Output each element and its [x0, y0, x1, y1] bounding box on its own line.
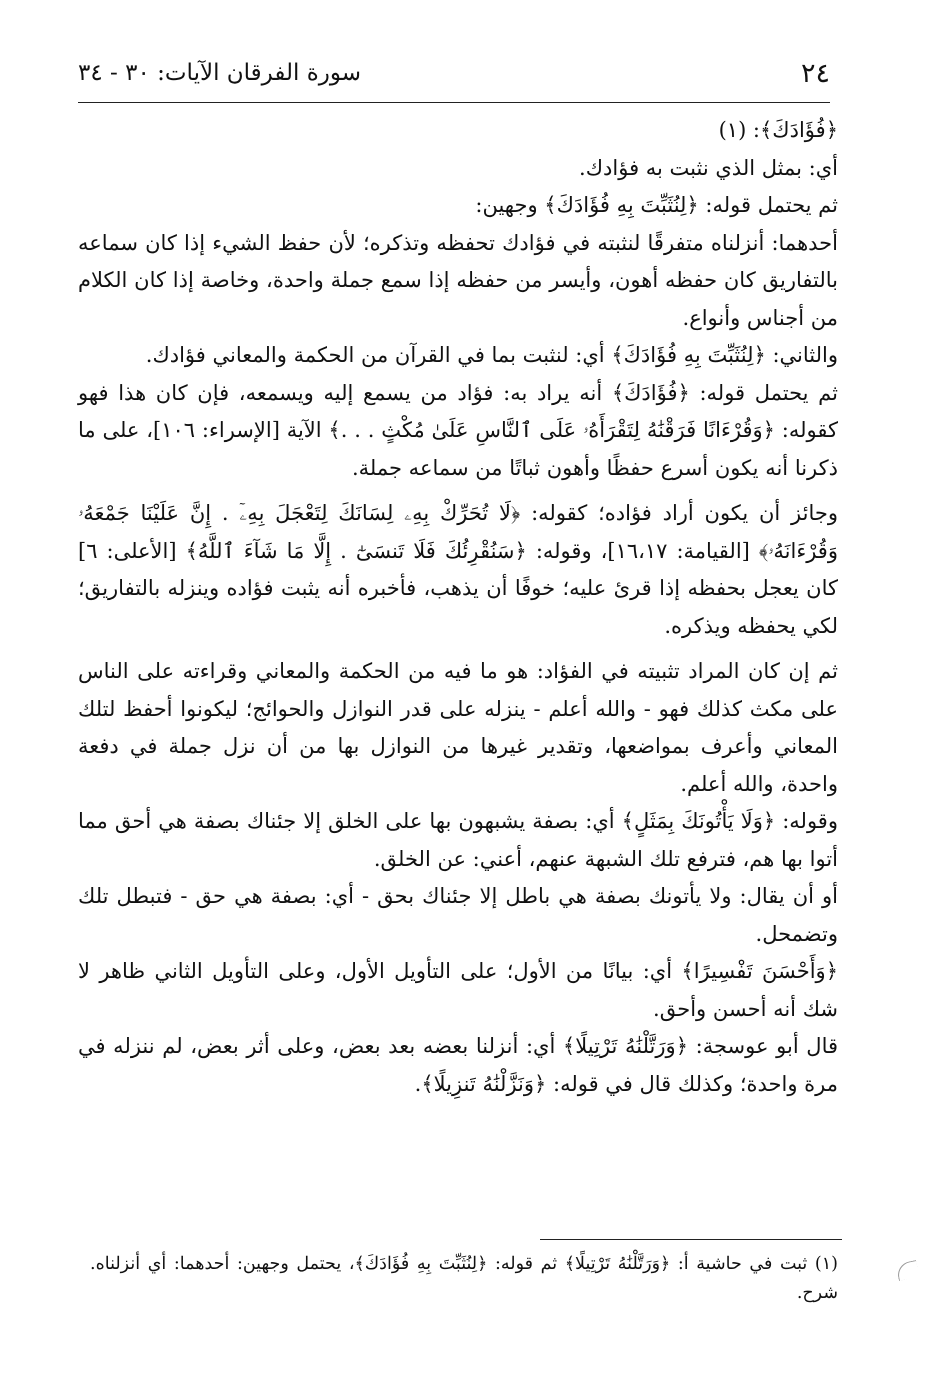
paragraph: والثاني: ﴿لِنُثَبِّتَ بِهِ فُؤَادَكَ﴾ أي: لنثبت بما في القرآن من الحكمة والمعاني فؤادك.: [145, 343, 838, 367]
paragraph: أحدهما: أنزلناه متفرقًا لنثبته في فؤادك تحفظه وتذكره؛ لأن حفظ الشيء إذا كان سماعه بالتفاريق كان حفظه أهون، وأيسر من حفظه إذا سمع جملة واحدة، وخاصة إذا كان الكلام من أجناس وأنواع.: [78, 230, 838, 330]
page-header: [78, 52, 830, 103]
paragraph: أو أن يقال: ولا يأتونك بصفة هي باطل إلا جئناك بحق - أي: بصفة هي حق - فتبطل تلك وتضمحل.: [78, 884, 838, 946]
paragraph: وقوله: ﴿وَلَا يَأْتُونَكَ بِمَثَلٍ﴾ أي: بصفة يشبهون بها على الخلق إلا جئناك بصفة هي أحق مما أتوا بها هم، فترفع تلك الشبهة عنهم، أعني: عن الخلق.: [78, 809, 838, 871]
footnote-separator: [540, 1239, 842, 1240]
paragraph: ثم يحتمل قوله: ﴿فُؤَادَكَ﴾ أنه يراد به: فؤاد من يسمع إليه ويسمعه، فإن كان هذا فهو كقوله: ﴿وَقُرْءَانًا فَرَقْنَٰهُ لِتَقْرَأَهُۥ عَلَى ٱلنَّاسِ عَلَىٰ مُكْثٍ . . .﴾ الآية [الإسراء: ١٠٦]، على ما ذكرنا أنه يكون أسرع حفظًا وأهون ثباتًا من سماعه جملة.: [78, 380, 838, 480]
paragraph: أي: بمثل الذي نثبت به فؤادك.: [579, 155, 838, 180]
main-text: [78, 112, 838, 1103]
running-header-title: سورة الفرقان الآيات: ٣٠ - ٣٤: [78, 60, 362, 86]
paragraph: وجائز أن يكون أراد فؤاده؛ كقوله: ﴿لَا تُحَرِّكْ بِهِۦ لِسَانَكَ لِتَعْجَلَ بِهِۦٓ . إِنَّ عَلَيْنَا جَمْعَهُۥ وَقُرْءَانَهُۥ﴾ [القيامة: ١٦،١٧]، وقوله: ﴿سَنُقْرِئُكَ فَلَا تَنسَىٰٓ . إِلَّا مَا شَآءَ ٱللَّهُ﴾ [الأعلى: ٦] كان يعجل بحفظه إذا قرئ عليه؛ خوفًا أن يذهب، فأخبره أنه يثبت فؤاده وينزله بالتفاريق؛ لكي يحفظه ويذكره.: [78, 501, 838, 638]
paragraph: قال أبو عوسجة: ﴿وَرَتَّلْنَٰهُ تَرْتِيلًا﴾ أي: أنزلنا بعضه بعد بعض، وعلى أثر بعض، لم ننزله في مرة واحدة؛ وكذلك قال في قوله: ﴿وَنَزَّلْنَٰهُ تَنزِيلًا﴾.: [78, 1034, 838, 1096]
paragraph: ﴿وَأَحْسَنَ تَفْسِيرًا﴾ أي: بيانًا من الأول؛ على التأويل الأول، وعلى التأويل الثاني ظاهر لا شك أنه أحسن وأحق.: [78, 959, 838, 1021]
paragraph: ثم يحتمل قوله: ﴿لِنُثَبِّتَ بِهِ فُؤَادَكَ﴾ وجهين:: [475, 193, 838, 217]
paragraph: ثم إن كان المراد تثبيته في الفؤاد: هو ما فيه من الحكمة والمعاني وقراءته على الناس على مكث كذلك فهو - والله أعلم - ينزله على قدر النوازل والحوائج؛ ليكونوا أحفظ لتلك المعاني وأعرف بمواضعها، وتقدير غيرها من النوازل بها من أن نزل جملة في دفعة واحدة، والله أعلم.: [78, 659, 838, 796]
paragraph: ﴿فُؤَادَكَ﴾: (١): [718, 118, 838, 142]
footnote: (١) ثبت في حاشية أ: ﴿وَرَتَّلْنَٰهُ تَرْتِيلًا﴾ ثم قوله: ﴿لِنُثَبِّتَ بِهِ فُؤَادَكَ﴾، يحتمل وجهين: أحدهما: أي أنزلناه. شرح.: [90, 1254, 838, 1303]
scan-mark: [895, 1260, 919, 1281]
page-number: ٢٤: [800, 58, 830, 89]
